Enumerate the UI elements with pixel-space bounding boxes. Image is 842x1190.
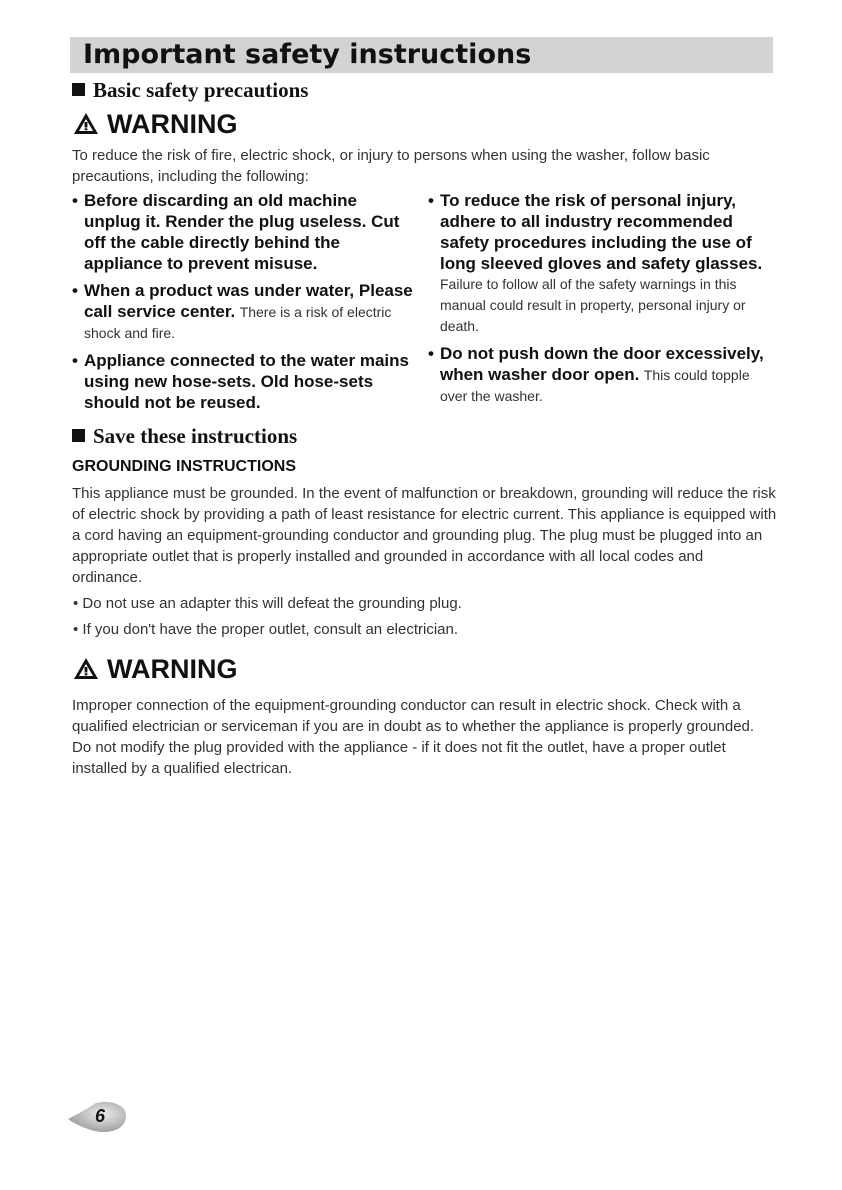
section-heading-basic <box>72 77 308 103</box>
grounding-warning-text: Improper connection of the equipment-grounding conductor can result in electric shock. Check with a qualified electrician or serviceman if you are in doubt as to whether the appliance is properly grounded. Do not modify the plug provided with the appliance - if it does not fit the outlet, have a proper outlet installed by a qualified electrican. <box>72 697 755 777</box>
warning-label-2: WARNING <box>107 654 238 684</box>
bullet-normal-text: This could topple over the washer. <box>440 367 750 404</box>
list-item-text: Do not use an adapter this will defeat the grounding plug. <box>82 595 462 612</box>
square-bullet-icon <box>72 429 85 442</box>
list-item: • Do not use an adapter this will defeat the grounding plug. <box>73 595 462 612</box>
bullet-bold-text: Appliance connected to the water mains using new hose-sets. Old hose-sets should not be reused. <box>84 351 409 412</box>
warning-intro: To reduce the risk of fire, electric shock, or injury to persons when using the washer, follow basic precautions, including the following: <box>72 147 710 185</box>
grounding-subheading: GROUNDING INSTRUCTIONS <box>72 458 296 475</box>
section-heading-save-text: Save these instructions <box>93 424 298 448</box>
grounding-paragraph: This appliance must be grounded. In the event of malfunction or breakdown, grounding will reduce the risk of electric shock by providing a path of least resistance for electric current. This appliance is equipped with a cord having an equipment-grounding conductor and grounding plug. The plug must be plugged into an appropriate outlet that is properly installed and grounded in accordance with all local codes and ordinance. <box>72 485 777 586</box>
bullet-item: • Do not push down the door excessively, when washer door open. This could topple over the washer. <box>428 344 764 404</box>
bullet-bold-text: To reduce the risk of personal injury, adhere to all industry recommended safety procedures including the use of long sleeved gloves and safety glasses. <box>440 191 763 273</box>
bullet-item: • Before discarding an old machine unplug it. Render the plug useless. Cut off the cable directly behind the appliance to prevent misuse. <box>72 191 400 273</box>
bullet-bold-text: Do not push down the door excessively, when washer door open. <box>440 344 764 384</box>
section-heading-save <box>72 423 297 449</box>
bullet-item: • When a product was under water, Please call service center. There is a risk of electric shock and fire. <box>72 281 413 341</box>
warning-heading-2 <box>73 653 238 685</box>
section-heading-basic-text: Basic safety precautions <box>93 78 309 102</box>
square-bullet-icon <box>72 83 85 96</box>
warning-heading-1 <box>73 108 238 140</box>
right-bullet-column <box>428 190 773 407</box>
title-bar <box>70 37 773 73</box>
left-bullet-column <box>72 190 417 413</box>
warning-triangle-icon <box>73 112 99 135</box>
bullet-item: • To reduce the risk of personal injury, adhere to all industry recommended safety procedures including the use of long sleeved gloves and safety glasses. Failure to follow all of the safety warnings in this manual could result in property, personal injury or death. <box>428 191 763 334</box>
bullet-bold-text: When a product was under water, Please call service center. <box>84 281 413 321</box>
warning-triangle-icon <box>73 657 99 680</box>
warning-label-1: WARNING <box>107 109 238 139</box>
list-item: • If you don't have the proper outlet, consult an electrician. <box>73 621 459 638</box>
bullet-normal-text: There is a risk of electric shock and fire. <box>84 304 392 341</box>
bullet-bold-text: Before discarding an old machine unplug it. Render the plug useless. Cut off the cable directly behind the appliance to prevent misuse. <box>84 191 400 273</box>
bullet-normal-text: Failure to follow all of the safety warnings in this manual could result in property, personal injury or death. <box>440 276 746 334</box>
page-title: Important safety instructions <box>83 39 532 70</box>
bullet-item: • Appliance connected to the water mains using new hose-sets. Old hose-sets should not be reused. <box>72 351 409 412</box>
list-item-text: If you don't have the proper outlet, consult an electrician. <box>82 621 459 638</box>
page-number: 6 <box>94 1106 105 1126</box>
